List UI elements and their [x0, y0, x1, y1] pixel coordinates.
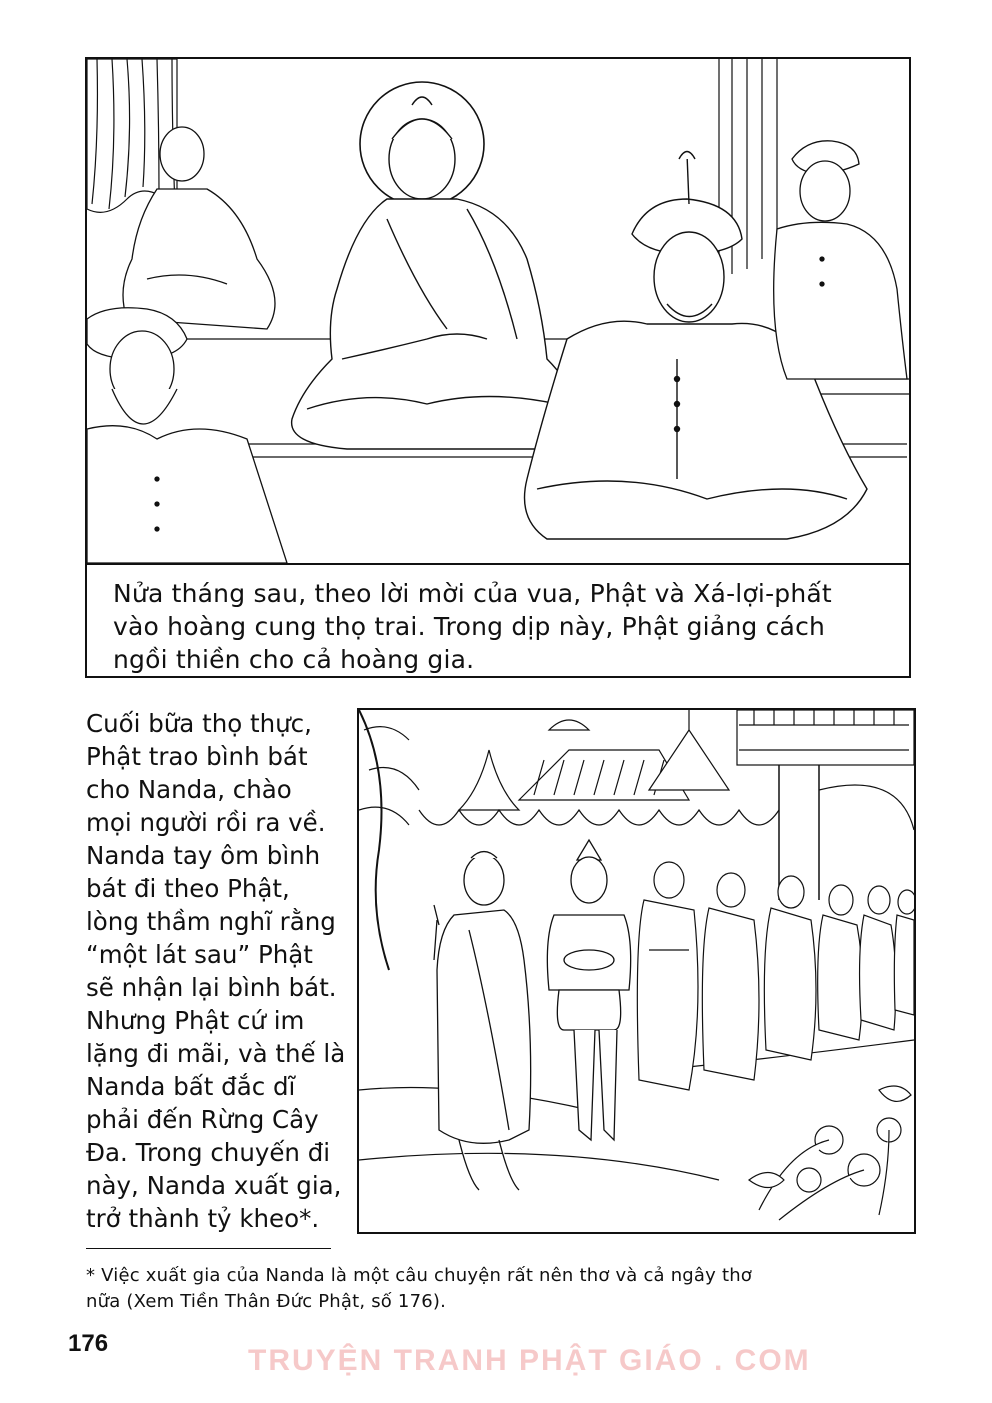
- top-panel: [85, 57, 911, 678]
- narrative-line: trở thành tỷ kheo*.: [86, 1204, 320, 1233]
- narrative-text: [86, 707, 356, 1235]
- narrative-line: lòng thầm nghĩ rằng: [86, 907, 336, 936]
- page-number: 176: [68, 1330, 109, 1357]
- bottom-panel: [357, 708, 916, 1234]
- footnote-divider: [86, 1248, 331, 1249]
- narrative-line: sẽ nhận lại bình bát.: [86, 973, 337, 1002]
- narrative-line: Cuối bữa thọ thực,: [86, 709, 312, 738]
- narrative-line: Nhưng Phật cứ im: [86, 1006, 305, 1035]
- footnote: [86, 1263, 916, 1315]
- illustration-procession: [359, 710, 914, 1232]
- caption-line: ngồi thiền cho cả hoàng gia.: [113, 645, 475, 674]
- footnote-line: * Việc xuất gia của Nanda là một câu chuyện rất nên thơ và cả ngây thơ: [86, 1265, 753, 1286]
- watermark: TRUYỆN TRANH PHẬT GIÁO . COM: [248, 1344, 811, 1377]
- narrative-line: này, Nanda xuất gia,: [86, 1171, 342, 1200]
- narrative-line: phải đến Rừng Cây: [86, 1105, 319, 1134]
- narrative-line: mọi người rồi ra về.: [86, 808, 326, 837]
- narrative-line: “một lát sau” Phật: [86, 940, 313, 969]
- narrative-line: bát đi theo Phật,: [86, 874, 290, 903]
- caption-line: vào hoàng cung thọ trai. Trong dịp này, Phật giảng cách: [113, 612, 826, 641]
- narrative-line: cho Nanda, chào: [86, 775, 292, 804]
- narrative-line: Nanda tay ôm bình: [86, 841, 321, 870]
- footnote-line: nữa (Xem Tiền Thân Đức Phật, số 176).: [86, 1291, 447, 1312]
- narrative-line: Phật trao bình bát: [86, 742, 308, 771]
- top-caption: [87, 563, 909, 676]
- narrative-line: lặng đi mãi, và thế là: [86, 1039, 346, 1068]
- narrative-line: Đa. Trong chuyến đi: [86, 1138, 331, 1167]
- illustration-royal-meditation: [87, 59, 909, 563]
- caption-line: Nửa tháng sau, theo lời mời của vua, Phật và Xá-lợi-phất: [113, 579, 832, 608]
- narrative-line: Nanda bất đắc dĩ: [86, 1072, 296, 1101]
